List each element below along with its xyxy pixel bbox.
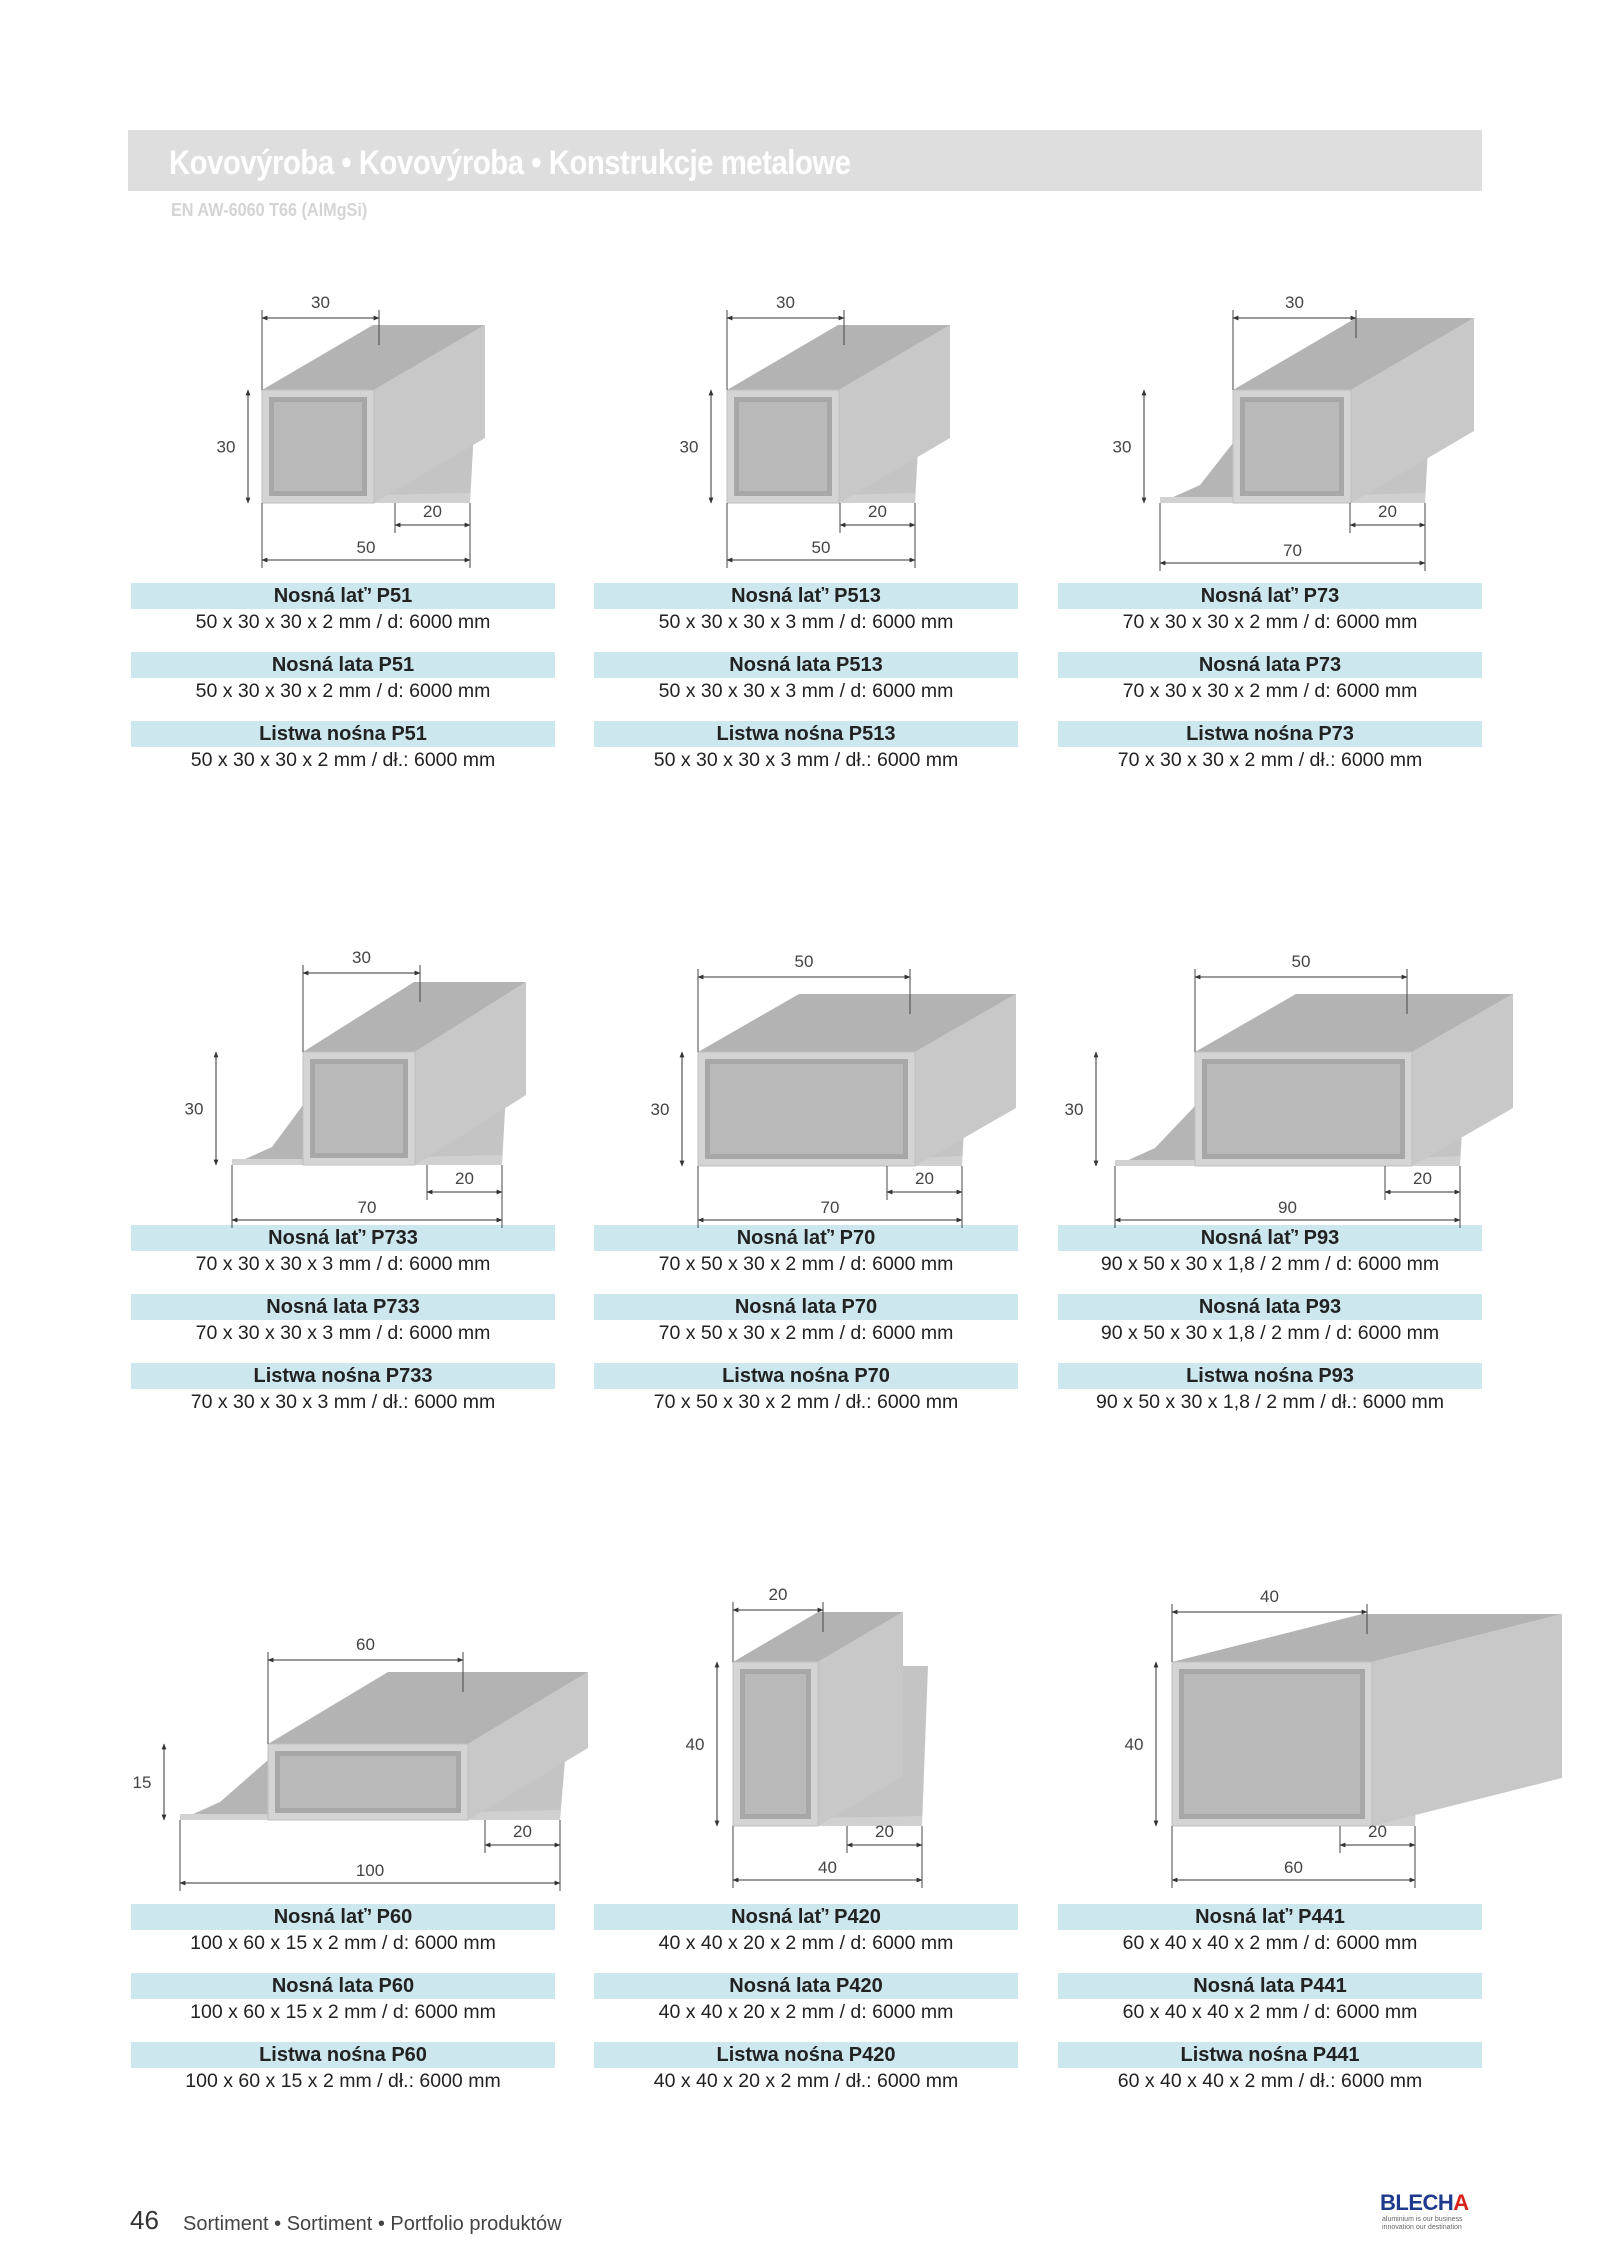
product-spec: 70 x 30 x 30 x 2 mm / d: 6000 mm (1122, 680, 1418, 702)
product-spec: 100 x 60 x 15 x 2 mm / d: 6000 mm (190, 2001, 496, 2023)
flange-width-label: 20 (513, 1822, 532, 1841)
base-width-label: 70 (1283, 541, 1302, 560)
height-label: 30 (184, 1099, 204, 1119)
profile-inner (315, 1064, 403, 1153)
base-width-label: 70 (357, 1198, 377, 1217)
product-name-band: Listwa nośna P60 (131, 2042, 555, 2068)
logo-accent-letter: A (1453, 2190, 1469, 2215)
height-label: 30 (650, 1100, 670, 1119)
product-name-band: Listwa nośna P733 (131, 1363, 555, 1389)
product-spec: 40 x 40 x 20 x 2 mm / d: 6000 mm (658, 1932, 954, 1954)
base-width-label: 50 (356, 538, 376, 557)
product-name-band: Nosná lať’ P93 (1058, 1225, 1482, 1251)
flange-width-label: 20 (455, 1169, 474, 1188)
flange-left-edge (1115, 1160, 1195, 1166)
top-width-label: 50 (1291, 952, 1311, 971)
product-spec: 60 x 40 x 40 x 2 mm / d: 6000 mm (1122, 1932, 1418, 1954)
product-spec: 100 x 60 x 15 x 2 mm / dł.: 6000 mm (185, 2070, 501, 2092)
logo-wordmark: BLECHA (1380, 2190, 1469, 2215)
product-spec: 90 x 50 x 30 x 1,8 / 2 mm / d: 6000 mm (1100, 1253, 1440, 1275)
product-spec: 50 x 30 x 30 x 2 mm / d: 6000 mm (195, 680, 491, 702)
product-spec: 70 x 30 x 30 x 2 mm / d: 6000 mm (1122, 611, 1418, 633)
material-subtitle: EN AW-6060 T66 (AlMgSi) (171, 200, 368, 220)
flange-width-label: 20 (868, 502, 887, 521)
product-name-band: Nosná lať’ P60 (131, 1904, 555, 1930)
profile-inner (1245, 402, 1339, 491)
product-name-band: Nosná lata P733 (131, 1294, 555, 1320)
top-width-label: 60 (356, 1635, 375, 1654)
product-name-band: Listwa nośna P441 (1058, 2042, 1482, 2068)
profile-drawing (651, 952, 1016, 1228)
profile-drawing (185, 948, 526, 1228)
base-width-label: 60 (1284, 1858, 1303, 1877)
profile-drawing (1113, 293, 1474, 571)
profile-inner (1184, 1674, 1360, 1814)
height-label: 30 (216, 437, 236, 457)
footer-text: Sortiment • Sortiment • Portfolio produktów (183, 2213, 562, 2235)
page-number: 46 (130, 2205, 159, 2235)
flange-left-edge (180, 1814, 268, 1820)
page-title: Kovovýroba • Kovovýroba • Konstrukcje metalowe (169, 144, 851, 182)
height-label: 40 (685, 1735, 705, 1754)
height-label: 30 (1112, 437, 1132, 457)
base-width-label: 90 (1278, 1198, 1297, 1217)
flange-width-label: 20 (915, 1169, 934, 1188)
height-label: 30 (679, 437, 699, 457)
profile-flange-left (180, 1760, 268, 1820)
product-spec: 70 x 50 x 30 x 2 mm / d: 6000 mm (658, 1322, 954, 1344)
base-width-label: 70 (820, 1198, 840, 1217)
profile-flange-left (232, 1105, 303, 1165)
product-spec: 50 x 30 x 30 x 3 mm / d: 6000 mm (658, 680, 954, 702)
profile-flange-left (1160, 443, 1233, 503)
product-spec: 70 x 30 x 30 x 3 mm / dł.: 6000 mm (190, 1391, 496, 1413)
product-name-band: Nosná lata P73 (1058, 652, 1482, 678)
product-name-band: Nosná lať’ P73 (1058, 583, 1482, 609)
product-spec: 70 x 30 x 30 x 3 mm / d: 6000 mm (195, 1253, 491, 1275)
product-spec: 40 x 40 x 20 x 2 mm / d: 6000 mm (658, 2001, 954, 2023)
profile-drawing (1065, 952, 1513, 1228)
product-spec: 60 x 40 x 40 x 2 mm / dł.: 6000 mm (1117, 2070, 1423, 2092)
product-name-band: Nosná lata P420 (594, 1973, 1018, 1999)
profile-inner (739, 402, 827, 491)
product-name-band: Nosná lata P70 (594, 1294, 1018, 1320)
profile-inner (280, 1756, 456, 1808)
profile-drawing (686, 1585, 928, 1888)
product-name-band: Nosná lať’ P441 (1058, 1904, 1482, 1930)
product-name-band: Nosná lata P513 (594, 652, 1018, 678)
flange-width-label: 20 (875, 1822, 894, 1841)
product-spec: 50 x 30 x 30 x 3 mm / dł.: 6000 mm (653, 749, 959, 771)
product-spec: 90 x 50 x 30 x 1,8 / 2 mm / d: 6000 mm (1100, 1322, 1440, 1344)
flange-width-label: 20 (423, 502, 442, 521)
profile-inner (1207, 1064, 1400, 1154)
top-width-label: 30 (352, 948, 371, 967)
top-width-label: 50 (794, 952, 814, 971)
product-name-band: Listwa nośna P93 (1058, 1363, 1482, 1389)
product-name-band: Listwa nośna P51 (131, 721, 555, 747)
profile-drawing (217, 293, 485, 568)
product-spec: 70 x 50 x 30 x 2 mm / dł.: 6000 mm (653, 1391, 959, 1413)
product-spec: 70 x 30 x 30 x 3 mm / d: 6000 mm (195, 1322, 491, 1344)
top-width-label: 40 (1260, 1587, 1279, 1606)
product-name-band: Nosná lať’ P513 (594, 583, 1018, 609)
top-width-label: 20 (768, 1585, 788, 1604)
height-label: 40 (1124, 1735, 1144, 1754)
product-spec: 100 x 60 x 15 x 2 mm / d: 6000 mm (190, 1932, 496, 1954)
base-width-label: 100 (355, 1861, 385, 1880)
product-name-band: Listwa nośna P70 (594, 1363, 1018, 1389)
flange-width-label: 20 (1378, 502, 1397, 521)
product-name-band: Nosná lať’ P420 (594, 1904, 1018, 1930)
product-spec: 90 x 50 x 30 x 1,8 / 2 mm / dł.: 6000 mm (1096, 1391, 1444, 1413)
product-name-band: Nosná lať’ P733 (131, 1225, 555, 1251)
flange-width-label: 20 (1368, 1822, 1387, 1841)
product-spec: 50 x 30 x 30 x 2 mm / d: 6000 mm (195, 611, 491, 633)
product-name-band: Nosná lať’ P70 (594, 1225, 1018, 1251)
profile-inner (274, 402, 362, 491)
profile-drawing (133, 1635, 588, 1891)
product-spec: 60 x 40 x 40 x 2 mm / d: 6000 mm (1122, 2001, 1418, 2023)
logo-tagline-1: aluminium is our business (1382, 2216, 1463, 2223)
logo-tagline-2: innovation our destination (1382, 2224, 1462, 2231)
top-width-label: 30 (776, 293, 795, 312)
flange-width-label: 20 (1413, 1169, 1432, 1188)
product-spec: 50 x 30 x 30 x 2 mm / dł.: 6000 mm (190, 749, 496, 771)
product-name-band: Nosná lať’ P51 (131, 583, 555, 609)
product-name-band: Nosná lata P441 (1058, 1973, 1482, 1999)
flange-left-edge (232, 1159, 303, 1165)
product-spec: 40 x 40 x 20 x 2 mm / dł.: 6000 mm (653, 2070, 959, 2092)
profile-inner (745, 1674, 806, 1814)
product-name-band: Listwa nośna P73 (1058, 721, 1482, 747)
product-spec: 70 x 30 x 30 x 2 mm / dł.: 6000 mm (1117, 749, 1423, 771)
flange-left-edge (1160, 497, 1233, 503)
product-name-band: Nosná lata P93 (1058, 1294, 1482, 1320)
profile-drawing (680, 293, 950, 568)
base-width-label: 40 (818, 1858, 837, 1877)
product-name-band: Nosná lata P60 (131, 1973, 555, 1999)
product-spec: 70 x 50 x 30 x 2 mm / d: 6000 mm (658, 1253, 954, 1275)
profile-flange-left (1115, 1106, 1195, 1166)
base-width-label: 50 (811, 538, 831, 557)
product-name-band: Listwa nośna P513 (594, 721, 1018, 747)
height-label: 30 (1064, 1100, 1084, 1119)
height-label: 15 (132, 1773, 152, 1792)
product-spec: 50 x 30 x 30 x 3 mm / d: 6000 mm (658, 611, 954, 633)
top-width-label: 30 (1285, 293, 1304, 312)
profile-inner (710, 1064, 903, 1154)
top-width-label: 30 (311, 293, 330, 312)
product-name-band: Listwa nośna P420 (594, 2042, 1018, 2068)
profile-drawing (1125, 1587, 1562, 1888)
product-name-band: Nosná lata P51 (131, 652, 555, 678)
